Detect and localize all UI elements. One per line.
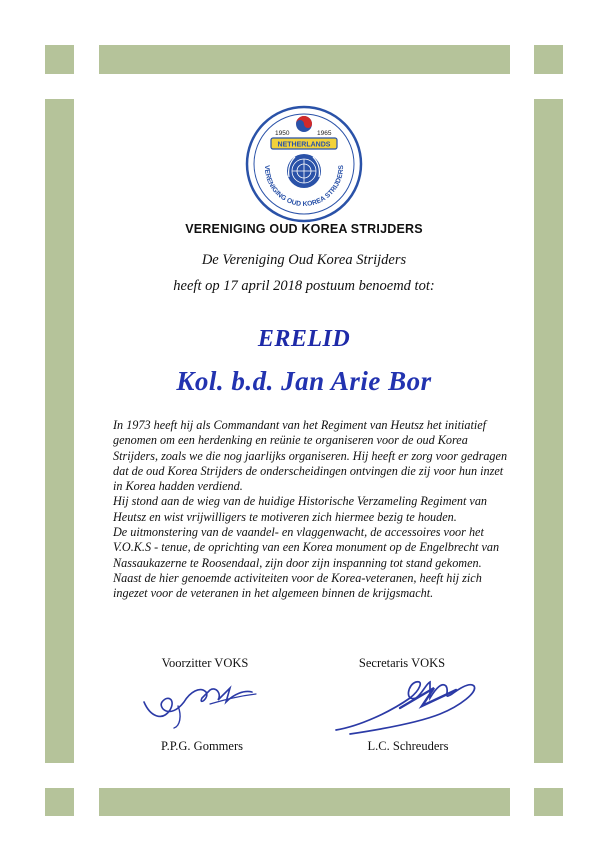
citation-line: V.O.K.S - tenue, de oprichting van een Korea monument op de Engelbrecht van — [113, 540, 500, 555]
border-corner-bottom-left — [45, 788, 74, 816]
border-top — [99, 45, 510, 74]
award-title: ERELID — [257, 326, 351, 352]
citation-line: in Korea hadden verdiend. — [113, 479, 243, 494]
intro-line-1: De Vereniging Oud Korea Strijders — [201, 252, 407, 268]
chairman-role: Voorzitter VOKS — [161, 656, 249, 670]
citation-line: ingezet voor de veteranen in het algemeen binnen de krijgsmacht. — [113, 586, 434, 601]
border-right — [534, 99, 563, 763]
citation-line: Naast de hier genoemde activiteiten voor de Korea-veteranen, heeft hij zich — [113, 570, 482, 585]
border-corner-top-left — [45, 45, 74, 74]
recipient-name: Kol. b.d. Jan Arie Bor — [176, 366, 432, 396]
organization-heading: VERENIGING OUD KOREA STRIJDERS — [185, 222, 423, 236]
secretary-name: L.C. Schreuders — [367, 739, 449, 753]
logo-year-start: 1950 — [275, 130, 290, 137]
citation-line: Heutsz en wist vrijwilligers te motiveren zich hiermee bezig te houden. — [113, 509, 457, 524]
border-left — [45, 99, 74, 763]
citation-line: In 1973 heeft hij als Commandant van het Regiment van Heutsz het initiatief — [113, 418, 487, 432]
citation-line: De uitmonstering van de vaandel- en vlaggenwacht, de accessoires voor het — [113, 525, 484, 540]
citation-line: Hij stond aan de wieg van de huidige Historische Verzameling Regiment van — [113, 494, 488, 509]
citation-text — [113, 418, 513, 602]
chairman-signature — [140, 672, 260, 732]
border-corner-top-right — [534, 45, 563, 74]
intro-line-2: heeft op 17 april 2018 postuum benoemd tot: — [173, 278, 435, 294]
chairman-name: P.P.G. Gommers — [161, 739, 243, 753]
citation-line: Strijders, zoals we die nog jaarlijks organiseren. Hij heeft er zorg voor gedragen — [113, 448, 508, 463]
un-emblem-icon — [287, 154, 321, 188]
citation-line: genomen om een herdenking en reünie te organiseren voor de oud Korea — [113, 433, 468, 448]
association-logo — [245, 105, 363, 223]
logo-ring-text: VERENIGING OUD KOREA STRIJDERS — [262, 165, 346, 209]
citation-line: dat de oud Korea Strijders de onderscheidingen ontvingen die zij voor hun inzet — [113, 463, 504, 478]
taegeuk-icon — [296, 116, 312, 132]
logo-country: NETHERLANDS — [277, 141, 331, 149]
citation-line: Nassaukazerne te Roosendaal, zijn door zijn inspanning tot stand gekomen. — [113, 555, 482, 570]
logo-year-end: 1965 — [317, 130, 332, 137]
secretary-role: Secretaris VOKS — [358, 656, 446, 670]
secretary-signature — [330, 668, 480, 738]
border-corner-bottom-right — [534, 788, 563, 816]
border-bottom — [99, 788, 510, 816]
